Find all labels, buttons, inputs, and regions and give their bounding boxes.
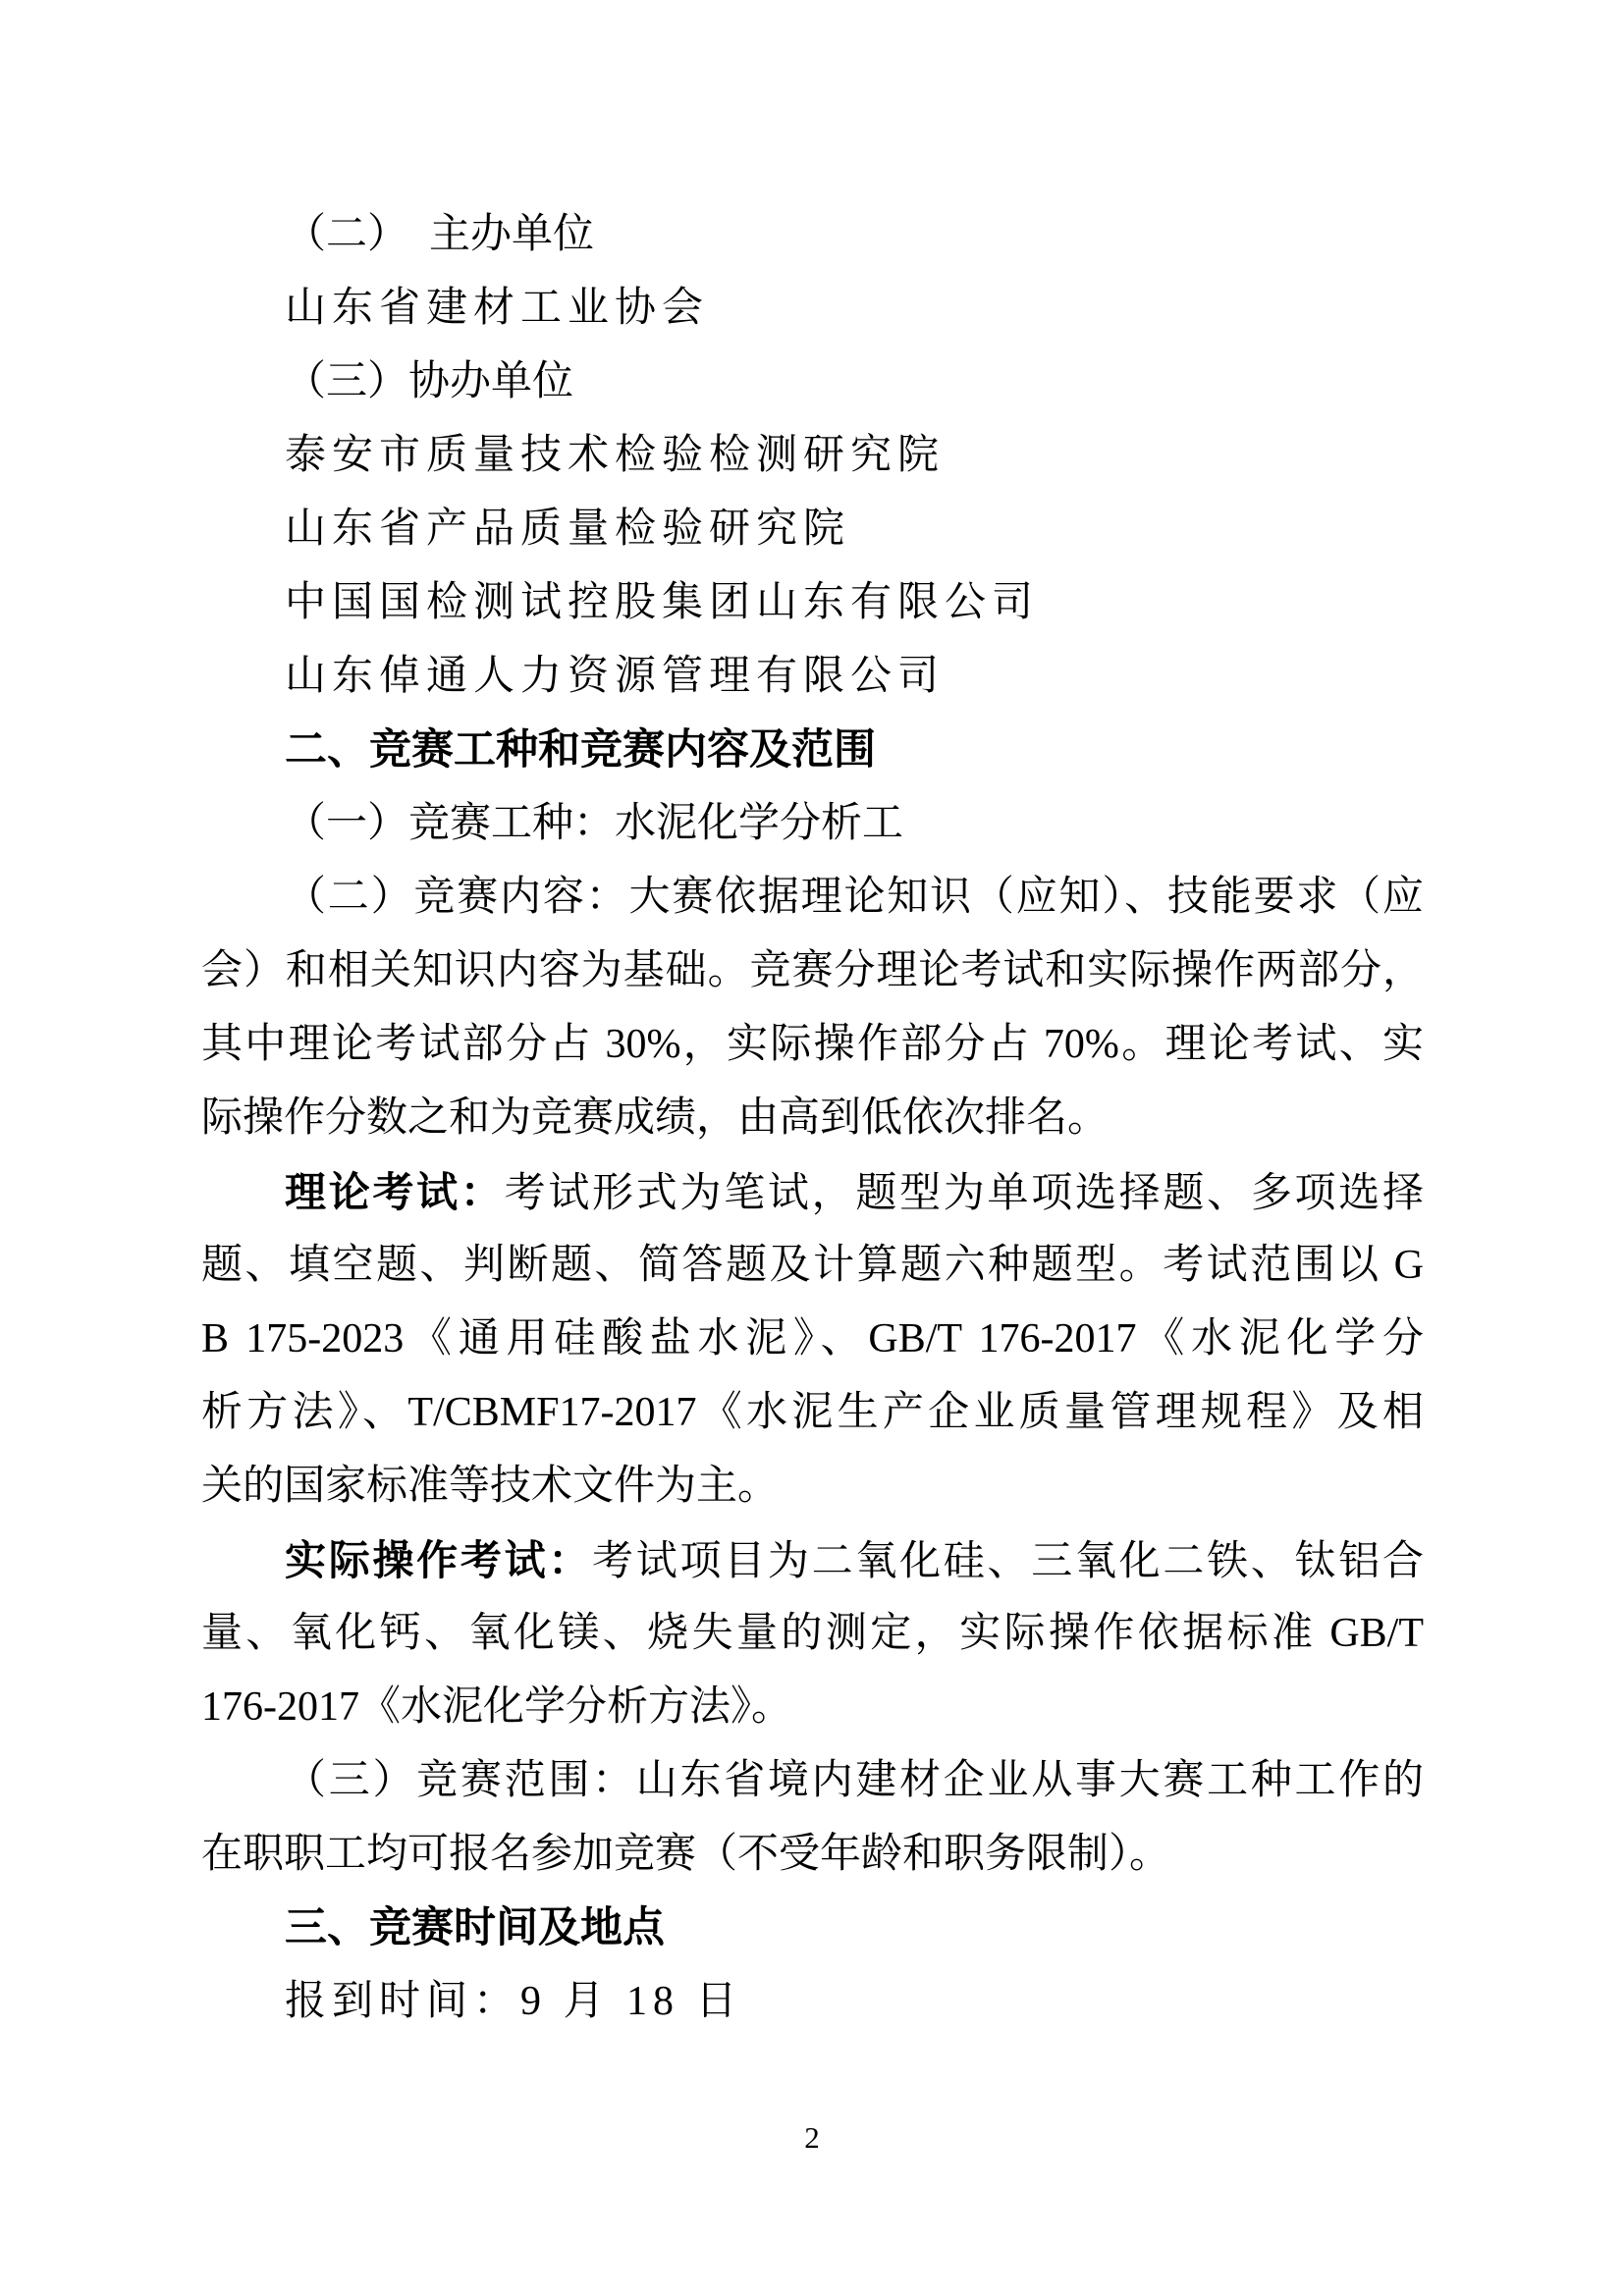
heading-line [201,714,1424,787]
text-line [201,1523,1424,1597]
text-line [201,272,1424,346]
text-run: 会）和相关知识内容为基础。竞赛分理论考试和实际操作两部分， [201,948,1424,993]
text-line [201,1597,1424,1671]
text-run: 考试形式为笔试，题型为单项选择题、多项选择 [504,1171,1424,1216]
text-run: 析方法》、T/CBMF17-2017《水泥生产企业质量管理规程》及相 [201,1390,1424,1435]
text-run: （一）竞赛工种：水泥化学分析工 [285,801,904,846]
bold-text-run: 三、竞赛时间及地点 [285,1904,665,1951]
text-line [201,1744,1424,1818]
text-line [201,1965,1424,2039]
text-run: （三）竞赛范围：山东省境内建材企业从事大赛工种工作的 [285,1758,1424,1803]
text-run: 题、填空题、判断题、简答题及计算题六种题型。考试范围以 G [201,1243,1424,1288]
text-run: （二）竞赛内容：大赛依据理论知识（应知）、技能要求（应 [285,875,1424,920]
bold-text-run: 实际操作考试： [285,1537,593,1583]
text-line [201,1229,1424,1303]
text-line [201,787,1424,861]
text-run: 山东省产品质量检验研究院 [285,507,851,552]
text-run: （二） 主办单位 [285,212,595,257]
bold-text-run: 二、竞赛工种和竞赛内容及范围 [285,726,876,774]
text-line [201,198,1424,272]
text-line [201,934,1424,1008]
text-line [201,566,1424,640]
text-run: 山东省建材工业协会 [285,286,710,331]
text-line [201,1450,1424,1523]
text-line [201,1082,1424,1155]
text-run: 中国国检测试控股集团山东有限公司 [285,580,1040,625]
text-run: 际操作分数之和为竞赛成绩，由高到低依次排名。 [201,1095,1110,1141]
bold-text-run: 理论考试： [285,1169,505,1215]
text-run: 其中理论考试部分占 30%，实际操作部分占 70%。理论考试、实 [201,1022,1424,1067]
text-run: 关的国家标准等技术文件为主。 [201,1464,780,1509]
text-run: 泰安市质量技术检验检测研究院 [285,433,946,478]
heading-line [201,1892,1424,1965]
text-line [201,1671,1424,1744]
text-run: 考试项目为二氧化硅、三氧化二铁、钛铝合 [592,1539,1424,1584]
text-line [201,1818,1424,1892]
text-line [201,1303,1424,1376]
text-run: 山东倬通人力资源管理有限公司 [285,654,946,699]
text-line [201,346,1424,419]
text-run: 报到时间：9 月 18 日 [285,1979,743,2024]
text-run: B 175-2023《通用硅酸盐水泥》、GB/T 176-2017《水泥化学分 [201,1316,1424,1362]
document-body [201,198,1424,2039]
text-line [201,419,1424,493]
text-line [201,1155,1424,1229]
text-line [201,1376,1424,1450]
page-number: 2 [804,2120,820,2155]
text-run: 量、氧化钙、氧化镁、烧失量的测定，实际操作依据标准 GB/T [201,1611,1424,1656]
text-line [201,493,1424,566]
text-line [201,861,1424,934]
text-line [201,640,1424,714]
text-run: （三）协办单位 [285,359,574,404]
text-run: 176-2017《水泥化学分析方法》。 [201,1684,792,1730]
text-run: 在职职工均可报名参加竞赛（不受年龄和职务限制）。 [201,1832,1171,1877]
text-line [201,1008,1424,1082]
